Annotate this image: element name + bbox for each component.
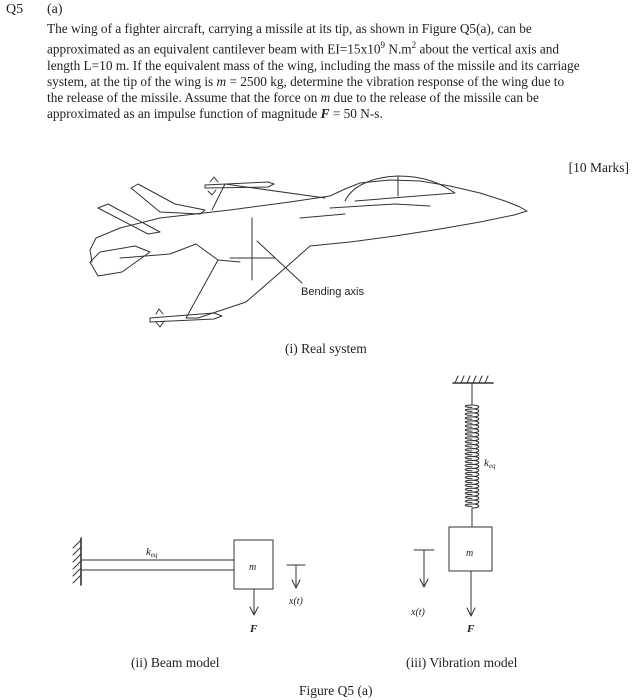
- question-line-2: approximated as an equivalent cantilever beam with $EI=15x10^9$ $N.m^2$ about the vertical axis and: [47, 40, 560, 57]
- beam-k-eq-label: keq: [146, 546, 158, 559]
- caption-vibration-model: (iii) Vibration model: [406, 655, 518, 670]
- question-line-5: the release of the missile. Assume that the force on m due to the release of the missile can be: [47, 90, 539, 106]
- bending-axis-label: Bending axis: [301, 286, 364, 298]
- figure-caption: Figure Q5 (a): [299, 683, 373, 698]
- spring-coils: [465, 405, 472, 506]
- vibration-model: [414, 376, 493, 616]
- beam-displacement-label: x(t): [289, 596, 303, 607]
- question-line-1: The wing of a fighter aircraft, carrying a missile at its tip, as shown in Figure Q5(a), can be: [47, 21, 532, 36]
- question-part: (a): [47, 2, 63, 17]
- beam-model: [73, 538, 305, 615]
- caption-beam-model: (ii) Beam model: [131, 655, 220, 670]
- beam-force-label: F: [250, 623, 258, 635]
- question-number: Q5: [6, 2, 24, 17]
- aircraft-drawing: [90, 176, 527, 327]
- bending-axis-leader: [257, 241, 302, 283]
- wall-hatching: [73, 540, 81, 583]
- vib-k-eq-label: keq: [484, 457, 496, 470]
- vib-force-label: F: [467, 623, 475, 635]
- beam-mass-label: m: [249, 562, 257, 573]
- spring: [472, 383, 479, 527]
- question-line-4: system, at the tip of the wing is m = 2500 kg, determine the vibration response of the wing due to: [47, 74, 565, 90]
- question-line-6: approximated as an impulse function of magnitude F = 50 N-s.: [47, 106, 383, 122]
- vib-displacement-label: x(t): [411, 607, 425, 618]
- marks-label: [10 Marks]: [568, 160, 629, 175]
- ceiling-hatching: [455, 376, 488, 383]
- question-line-3: length L=10 m. If the equivalent mass of the wing, including the mass of the missile and its carriage: [47, 57, 580, 73]
- vib-mass-label: m: [466, 548, 474, 559]
- beam: [81, 560, 234, 570]
- caption-real-system: (i) Real system: [285, 341, 367, 356]
